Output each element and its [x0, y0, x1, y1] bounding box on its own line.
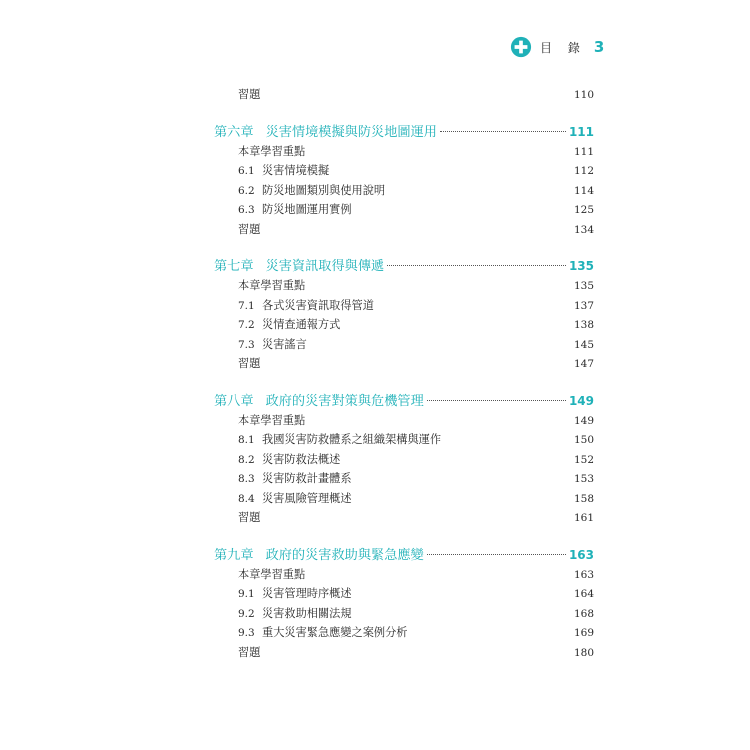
toc-entry[interactable]	[214, 142, 594, 162]
chapter-title: 政府的災害救助與緊急應變	[265, 547, 424, 563]
entry-label: 災害風險管理概述	[262, 491, 352, 505]
entry-label: 本章學習重點	[238, 567, 306, 581]
toc-entry[interactable]	[214, 200, 594, 220]
entry-page: 145	[573, 338, 594, 351]
toc-entry[interactable]	[214, 565, 594, 585]
toc-entry[interactable]	[214, 450, 594, 470]
entry-label: 習題	[238, 88, 261, 101]
entry-number: 7.2	[238, 319, 255, 331]
entry-number: 9.3	[238, 627, 255, 639]
entry-page: 153	[573, 473, 594, 485]
toc-entry[interactable]	[214, 335, 594, 355]
toc-entry[interactable]	[214, 623, 594, 643]
entry-label: 防災地圖運用實例	[262, 203, 352, 216]
entry-page: 114	[573, 184, 594, 197]
toc-entry[interactable]	[214, 430, 594, 450]
leader-dots	[427, 554, 566, 555]
entry-page: 161	[573, 512, 594, 524]
chapter-number: 第六章	[214, 124, 254, 140]
entry-label: 本章學習重點	[238, 413, 306, 427]
entry-page: 112	[573, 165, 594, 177]
toc-entry[interactable]	[214, 296, 594, 316]
chapter-heading[interactable]	[214, 391, 594, 411]
chapter-heading[interactable]	[214, 545, 594, 565]
chapter-spacer	[214, 105, 594, 122]
chapter-spacer	[214, 528, 594, 545]
entry-page: 135	[573, 280, 594, 292]
entry-page: 164	[573, 588, 594, 600]
entry-number: 7.1	[238, 299, 255, 312]
toc-entry[interactable]	[214, 643, 594, 663]
toc-entry[interactable]	[214, 276, 594, 296]
entry-label: 災情查通報方式	[262, 318, 341, 331]
chapter-title: 災害資訊取得與傳遞	[265, 259, 385, 274]
entry-page: 163	[573, 568, 594, 581]
chapter-title: 災害情境模擬與防災地圖運用	[265, 124, 437, 140]
chapter-title: 政府的災害對策與危機管理	[265, 393, 424, 409]
entry-page: 152	[573, 453, 594, 466]
leader-dots	[387, 265, 566, 266]
entry-page: 125	[573, 204, 594, 216]
chapter-number: 第九章	[214, 547, 254, 563]
entry-label: 我國災害防救體系之組織架構與運作	[262, 433, 442, 446]
entry-page: 111	[573, 145, 594, 158]
entry-label: 習題	[238, 222, 261, 236]
toc-entry[interactable]	[214, 220, 594, 240]
entry-label: 各式災害資訊取得管道	[262, 298, 374, 312]
entry-number: 8.4	[238, 492, 255, 505]
entry-label: 重大災害緊急應變之案例分析	[262, 626, 408, 639]
entry-page: 168	[573, 607, 594, 620]
entry-number: 6.2	[238, 184, 255, 197]
entry-label: 災害謠言	[262, 337, 307, 351]
chapter-heading[interactable]	[214, 256, 594, 276]
toc-entry[interactable]	[214, 181, 594, 201]
entry-page: 110	[573, 89, 594, 101]
shield-cross-icon	[510, 36, 532, 58]
toc-entry[interactable]	[214, 85, 594, 105]
entry-number: 8.2	[238, 453, 255, 466]
entry-label: 災害防救計畫體系	[262, 472, 352, 485]
entry-label: 災害防救法概述	[262, 452, 341, 466]
entry-label: 習題	[238, 357, 261, 370]
entry-label: 災害情境模擬	[262, 164, 330, 177]
toc-entry[interactable]	[214, 161, 594, 181]
entry-number: 9.1	[238, 588, 255, 600]
toc-entry[interactable]	[214, 354, 594, 374]
entry-label: 本章學習重點	[238, 144, 306, 158]
entry-number: 8.3	[238, 473, 255, 485]
entry-page: 147	[573, 358, 594, 370]
page-number: 3	[593, 38, 605, 56]
section-title: 目 錄	[540, 40, 586, 55]
entry-page: 180	[573, 646, 594, 659]
chapter-page: 149	[568, 393, 594, 408]
chapter-page: 163	[568, 547, 594, 562]
entry-page: 150	[573, 434, 594, 446]
entry-page: 158	[573, 492, 594, 505]
toc-entry[interactable]	[214, 469, 594, 489]
leader-dots	[440, 131, 566, 132]
page-header	[510, 36, 604, 58]
entry-label: 本章學習重點	[238, 279, 306, 292]
entry-number: 9.2	[238, 607, 255, 620]
entry-page: 137	[573, 299, 594, 312]
toc-entry[interactable]	[214, 489, 594, 509]
chapter-heading[interactable]	[214, 122, 594, 142]
entry-page: 134	[573, 223, 594, 236]
chapter-spacer	[214, 239, 594, 256]
toc-entry[interactable]	[214, 508, 594, 528]
entry-number: 7.3	[238, 338, 255, 351]
entry-page: 149	[573, 414, 594, 427]
toc-entry[interactable]	[214, 604, 594, 624]
entry-number: 6.3	[238, 204, 255, 216]
chapter-number: 第七章	[214, 259, 254, 274]
entry-label: 防災地圖類別與使用說明	[262, 183, 386, 197]
leader-dots	[427, 400, 566, 401]
toc-entry[interactable]	[214, 315, 594, 335]
chapter-page: 111	[568, 124, 594, 139]
entry-label: 災害管理時序概述	[262, 587, 352, 600]
chapter-spacer	[214, 374, 594, 391]
table-of-contents	[214, 85, 594, 662]
chapter-number: 第八章	[214, 393, 254, 409]
entry-label: 習題	[238, 645, 261, 659]
toc-entry[interactable]	[214, 411, 594, 431]
entry-number: 6.1	[238, 165, 255, 177]
entry-page: 169	[573, 627, 594, 639]
chapter-page: 135	[568, 259, 594, 273]
entry-label: 習題	[238, 511, 261, 524]
entry-number: 8.1	[238, 434, 255, 446]
toc-entry[interactable]	[214, 584, 594, 604]
entry-page: 138	[573, 319, 594, 331]
entry-label: 災害救助相關法規	[262, 606, 352, 620]
